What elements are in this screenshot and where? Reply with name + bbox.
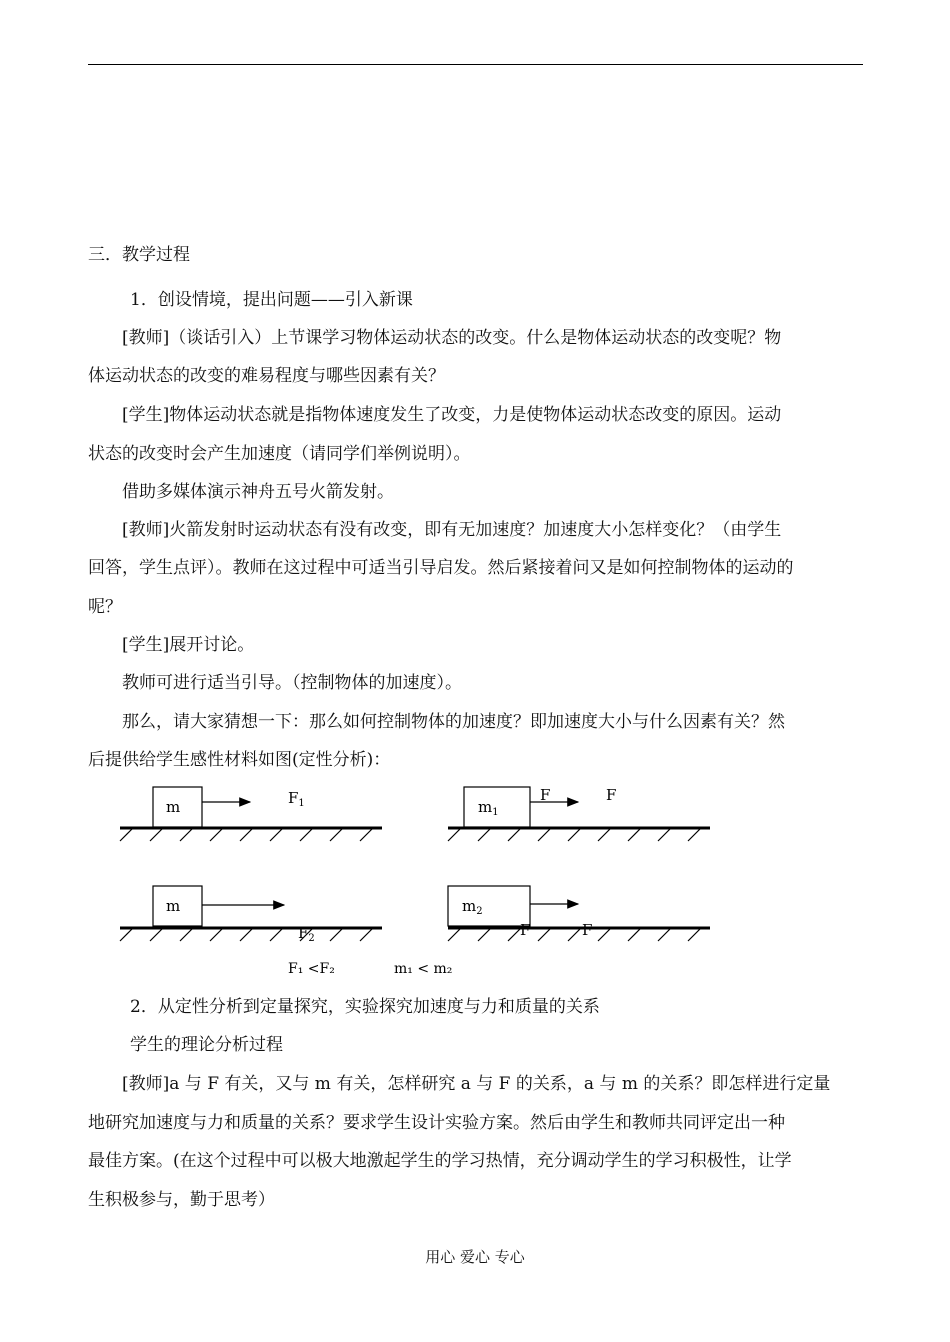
part2-heading: 2．从定性分析到定量探究，实验探究加速度与力和质量的关系 xyxy=(130,997,600,1017)
paragraph-guess-line2: 后提供给学生感性材料如图(定性分析)： xyxy=(88,750,391,770)
ground-hatch xyxy=(120,929,372,941)
paragraph-student-1-line1: [学生]物体运动状态就是指物体速度发生了改变，力是使物体运动状态改变的原因。运动 xyxy=(122,405,782,425)
paragraph-teacher-2-line3: 呢？ xyxy=(88,597,122,617)
caption-mass-compare: m₁ < m₂ xyxy=(394,961,453,977)
force-label: $F_2$ xyxy=(298,924,315,944)
force-label: $F_1$ xyxy=(288,789,305,809)
header-rule xyxy=(88,64,863,65)
paragraph-teacher-2-line1: [教师]火箭发射时运动状态有没有改变，即有无加速度？加速度大小怎样变化？（由学生 xyxy=(122,520,782,540)
page-footer: 用心 爱心 专心 xyxy=(425,1248,525,1266)
paragraph-teacher-guide: 教师可进行适当引导。（控制物体的加速度）。 xyxy=(122,673,462,693)
block-label: m xyxy=(166,798,181,816)
scene-top-left xyxy=(120,787,382,841)
part1-heading: 1．创设情境，提出问题——引入新课 xyxy=(130,290,413,310)
paragraph-part2-line2: 地研究加速度与力和质量的关系？要求学生设计实验方案。然后由学生和教师共同评定出一种 xyxy=(88,1113,785,1133)
paragraph-part2-line4: 生积极参与，勤于思考） xyxy=(88,1190,275,1210)
ground-hatch xyxy=(448,829,700,841)
caption-force-compare: F₁ <F₂ xyxy=(288,961,335,977)
block-label: $m_2$ xyxy=(462,897,483,917)
ground-hatch xyxy=(448,929,700,941)
scene-bottom-right xyxy=(448,886,710,941)
paragraph-guess-line1: 那么，请大家猜想一下：那么如何控制物体的加速度？即加速度大小与什么因素有关？然 xyxy=(122,712,785,732)
scene-top-right xyxy=(448,786,710,841)
section-title: 三．教学过程 xyxy=(88,245,190,265)
force-mass-figure xyxy=(88,778,728,992)
paragraph-teacher-2-line2: 回答，学生点评）。教师在这过程中可适当引导启发。然后紧接着问又是如何控制物体的运动的 xyxy=(88,558,794,578)
paragraph-student-1-line2: 状态的改变时会产生加速度（请同学们举例说明）。 xyxy=(88,444,471,464)
paragraph-teacher-1-line1: [教师]（谈话引入）上节课学习物体运动状态的改变。什么是物体运动状态的改变呢？物 xyxy=(122,328,782,348)
force-label-2: F xyxy=(606,786,617,804)
paragraph-part2-line1: [教师]a 与 F 有关，又与 m 有关，怎样研究 a 与 F 的关系，a 与 m 的关系？即怎样进行定量 xyxy=(122,1074,831,1094)
block-label: m xyxy=(166,897,181,915)
ground-hatch xyxy=(120,829,372,841)
part2-subheading: 学生的理论分析过程 xyxy=(130,1035,283,1055)
scene-bottom-left xyxy=(120,886,382,944)
paragraph-teacher-1-line2: 体运动状态的改变的难易程度与哪些因素有关？ xyxy=(88,366,445,386)
paragraph-student-2: [学生]展开讨论。 xyxy=(122,635,255,655)
force-label-2: F xyxy=(582,921,593,939)
paragraph-multimedia: 借助多媒体演示神舟五号火箭发射。 xyxy=(122,482,394,502)
figure-svg xyxy=(88,778,728,988)
paragraph-part2-line3: 最佳方案。(在这个过程中可以极大地激起学生的学习热情，充分调动学生的学习积极性，让学 xyxy=(88,1151,792,1171)
block-m2 xyxy=(448,886,530,926)
block-label: $m_1$ xyxy=(478,798,499,818)
force-label: F xyxy=(540,786,551,804)
force-label: F xyxy=(520,921,531,939)
